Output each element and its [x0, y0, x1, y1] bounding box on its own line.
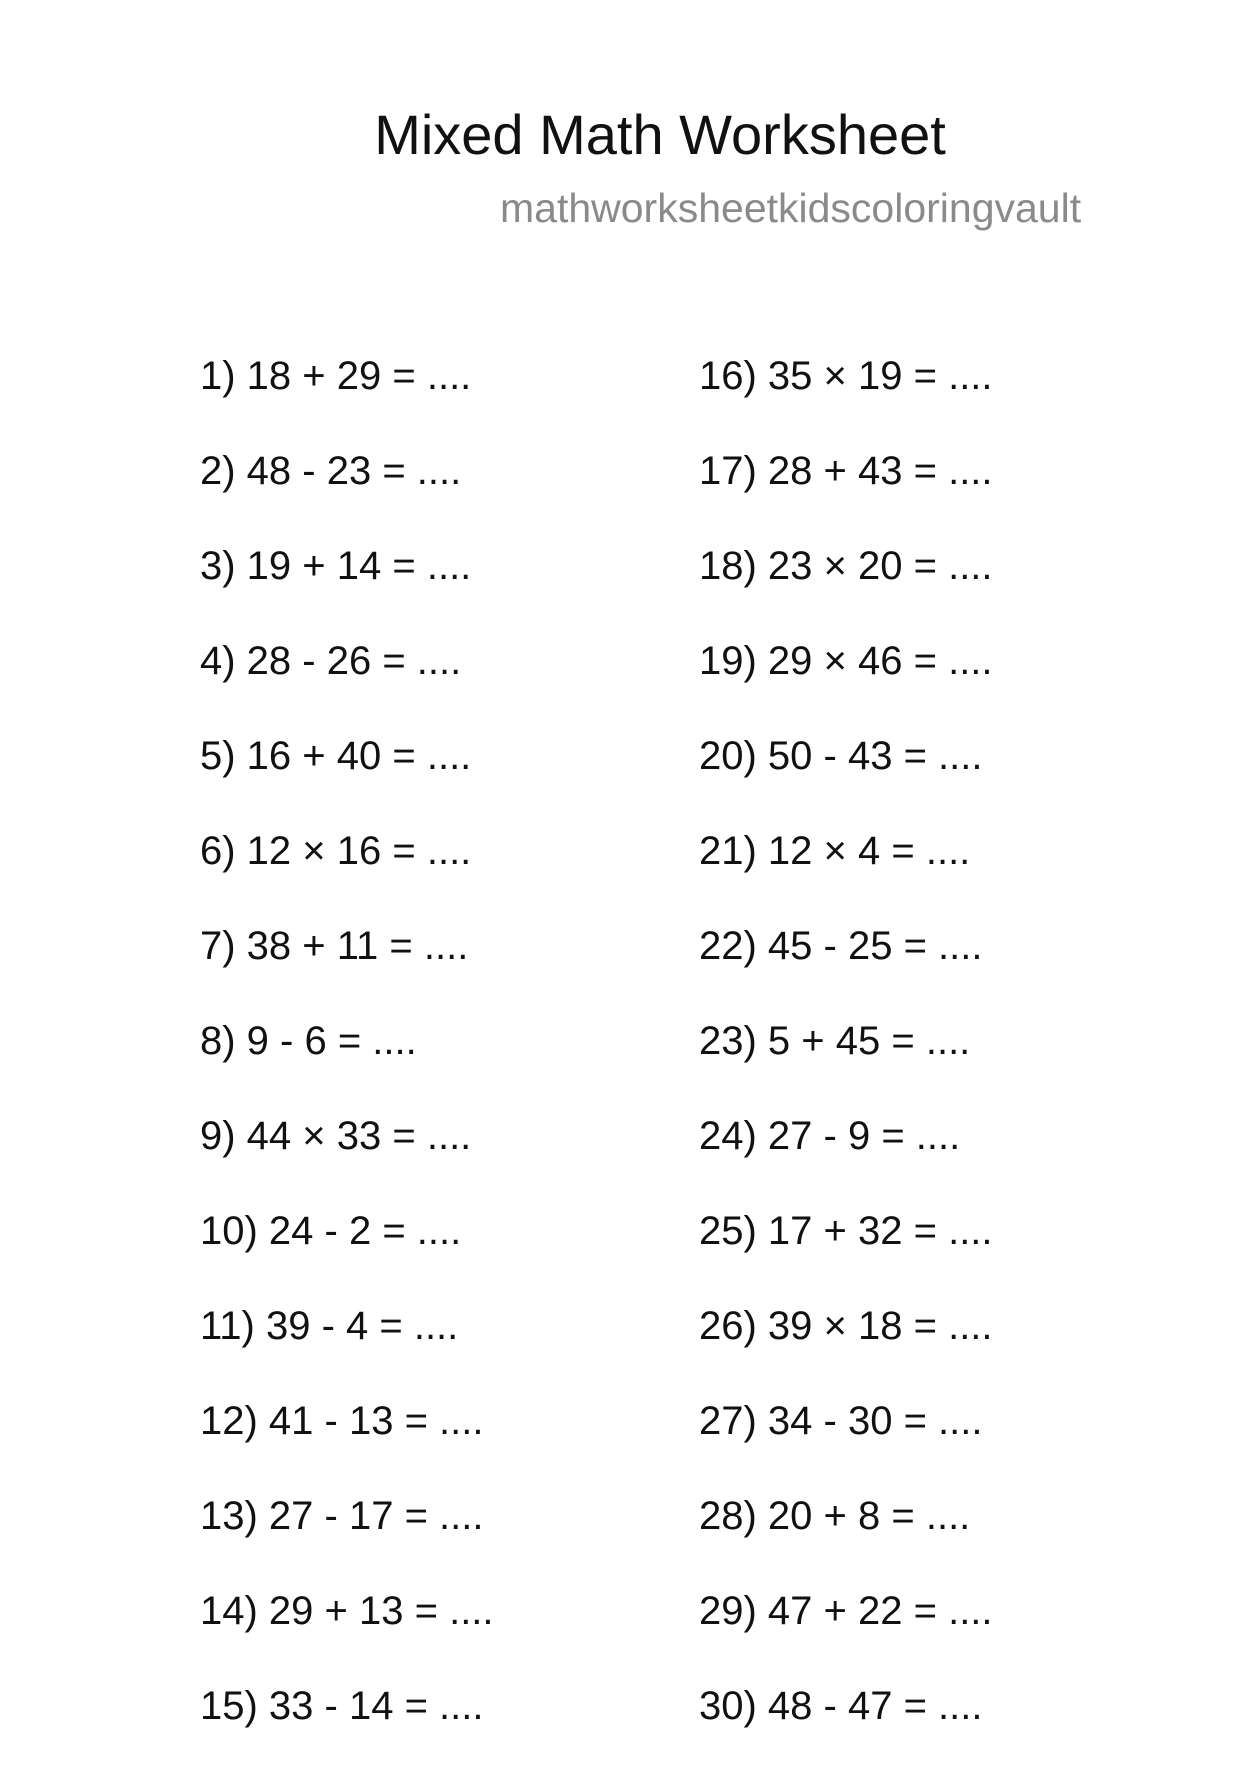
problem-item: 12) 41 - 13 = ....: [200, 1399, 484, 1443]
problem-item: 24) 27 - 9 = ....: [699, 1114, 961, 1158]
problem-item: 26) 39 × 18 = ....: [699, 1304, 993, 1348]
problem-item: 13) 27 - 17 = ....: [200, 1494, 484, 1538]
problem-item: 8) 9 - 6 = ....: [200, 1019, 417, 1063]
problem-item: 15) 33 - 14 = ....: [200, 1684, 484, 1728]
problem-item: 27) 34 - 30 = ....: [699, 1399, 983, 1443]
problem-item: 25) 17 + 32 = ....: [699, 1209, 993, 1253]
problem-item: 18) 23 × 20 = ....: [699, 544, 993, 588]
problem-item: 7) 38 + 11 = ....: [200, 924, 469, 968]
problem-item: 28) 20 + 8 = ....: [699, 1494, 971, 1538]
problem-item: 21) 12 × 4 = ....: [699, 829, 971, 873]
worksheet-source: mathworksheetkidscoloringvault: [500, 185, 1082, 231]
worksheet-title: Mixed Math Worksheet: [374, 103, 946, 166]
problem-item: 29) 47 + 22 = ....: [699, 1589, 993, 1633]
problem-item: 11) 39 - 4 = ....: [200, 1304, 459, 1348]
problem-item: 3) 19 + 14 = ....: [200, 544, 472, 588]
problem-item: 17) 28 + 43 = ....: [699, 449, 993, 493]
problem-item: 16) 35 × 19 = ....: [699, 354, 993, 398]
problem-item: 9) 44 × 33 = ....: [200, 1114, 472, 1158]
problem-item: 14) 29 + 13 = ....: [200, 1589, 494, 1633]
problem-item: 10) 24 - 2 = ....: [200, 1209, 462, 1253]
problem-item: 1) 18 + 29 = ....: [200, 354, 472, 398]
problem-item: 22) 45 - 25 = ....: [699, 924, 983, 968]
problem-item: 30) 48 - 47 = ....: [699, 1684, 983, 1728]
problem-item: 19) 29 × 46 = ....: [699, 639, 993, 683]
problem-column-right: [699, 346, 993, 1771]
problem-item: 6) 12 × 16 = ....: [200, 829, 472, 873]
problem-item: 20) 50 - 43 = ....: [699, 734, 983, 778]
problem-item: 5) 16 + 40 = ....: [200, 734, 472, 778]
problem-item: 2) 48 - 23 = ....: [200, 449, 462, 493]
problem-item: 4) 28 - 26 = ....: [200, 639, 462, 683]
problem-item: 23) 5 + 45 = ....: [699, 1019, 971, 1063]
problem-column-left: [200, 346, 494, 1771]
